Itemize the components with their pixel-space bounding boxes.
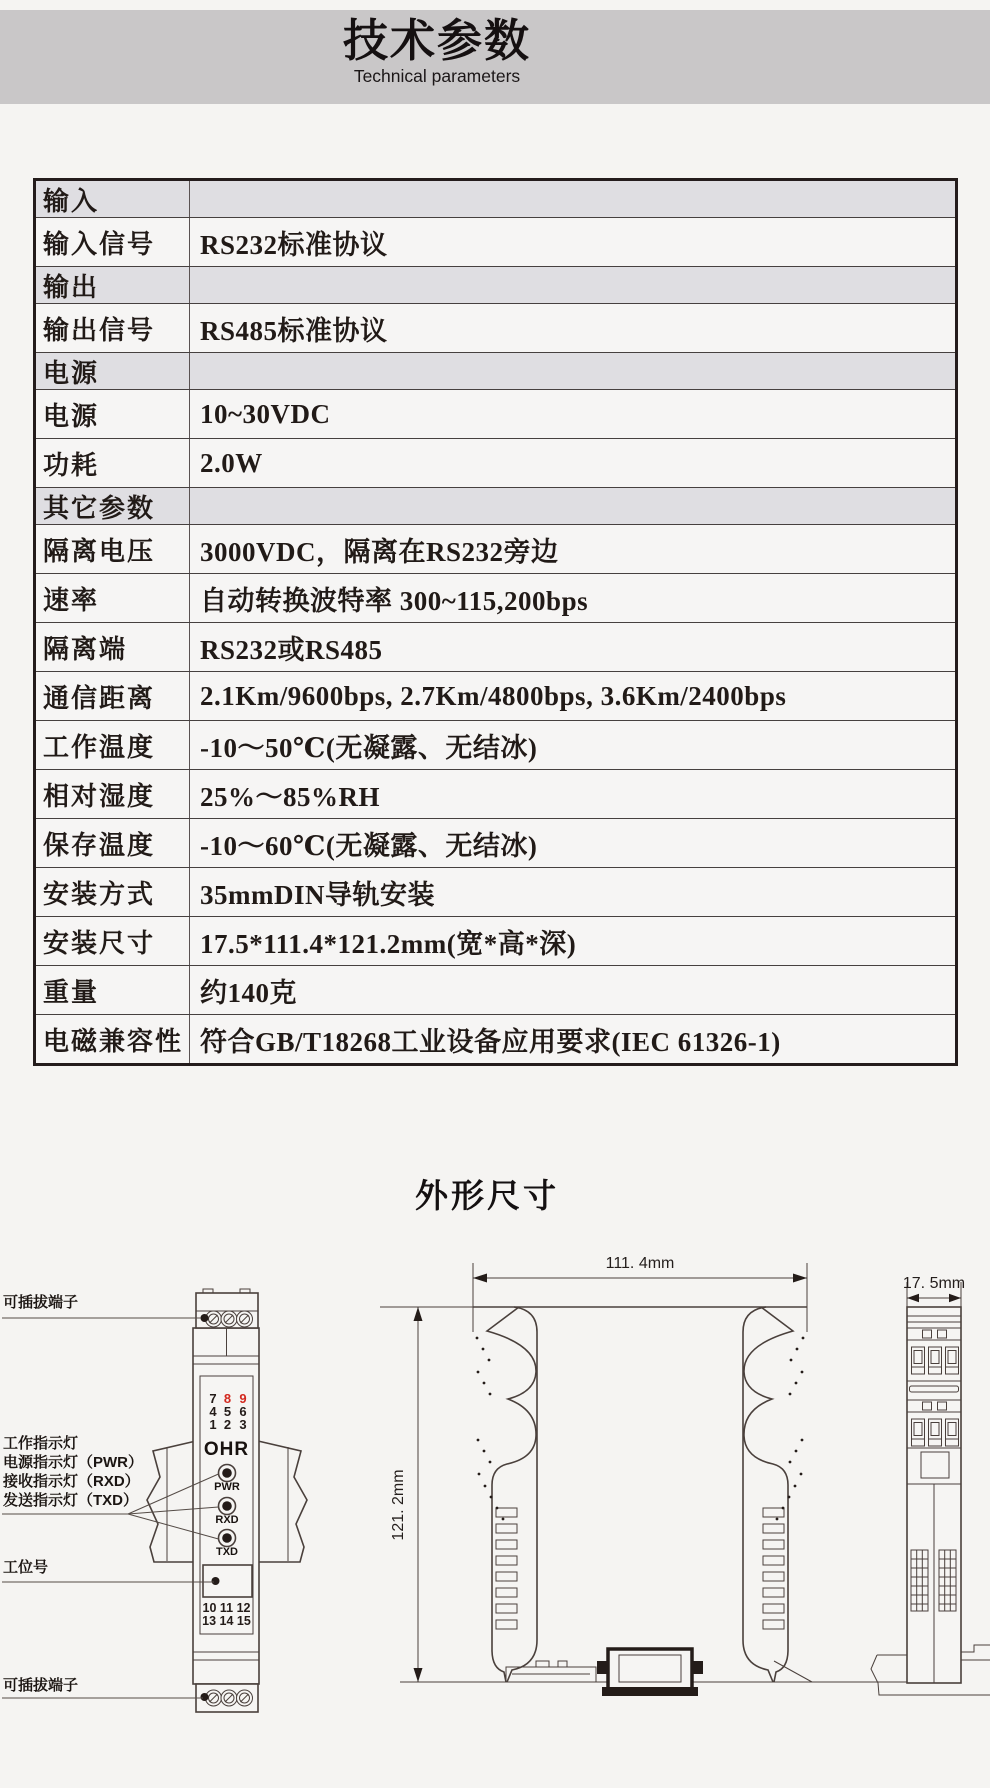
spec-label: 输出	[36, 267, 190, 303]
spec-value: RS232或RS485	[200, 634, 383, 665]
spec-label: 其它参数	[36, 488, 190, 524]
side-vent-slots-right	[763, 1508, 784, 1629]
front-view-drawing	[2, 1289, 307, 1712]
dimension-drawings	[0, 1240, 990, 1788]
spec-value	[190, 267, 955, 303]
spec-section-row	[36, 352, 955, 389]
terminal-digit: 4	[209, 1404, 217, 1419]
spec-section-row	[36, 181, 955, 217]
spec-section-row	[36, 266, 955, 303]
spec-label: 工作温度	[36, 721, 190, 769]
spec-label: 相对湿度	[36, 770, 190, 818]
spec-label: 电源	[36, 390, 190, 438]
specs-table	[33, 178, 958, 1066]
terminal-block-top	[201, 1311, 253, 1327]
spec-label: 安装方式	[36, 868, 190, 916]
width-dim-text: 111. 4mm	[605, 1255, 675, 1272]
spec-value: 自动转换波特率 300~115,200bps	[200, 585, 589, 616]
spec-row	[36, 769, 955, 818]
spec-value	[190, 488, 955, 524]
spec-row	[36, 965, 955, 1014]
spec-row	[36, 217, 955, 266]
spec-label: 隔离端	[36, 623, 190, 671]
terminal-digit-row: 13 14 15	[202, 1614, 251, 1628]
spec-value: 25%～85%RH	[200, 781, 380, 812]
terminal-digit: 2	[223, 1417, 232, 1432]
spec-value: 17.5*111.4*121.2mm(宽*高*深)	[200, 928, 577, 959]
spec-row	[36, 867, 955, 916]
led-label: TXD	[216, 1546, 238, 1558]
din-rail-left-stub	[147, 1441, 196, 1562]
spec-label: 重量	[36, 966, 190, 1014]
spec-label: 功耗	[36, 439, 190, 487]
spec-value: 约140克	[200, 977, 297, 1008]
terminal-digit: 3	[239, 1417, 247, 1432]
terminal-digit: 6	[239, 1404, 247, 1419]
spec-label: 保存温度	[36, 819, 190, 867]
spec-value: RS232标准协议	[200, 229, 388, 260]
spec-value: 3000VDC，隔离在RS232旁边	[200, 536, 559, 567]
spec-row	[36, 818, 955, 867]
height-dim-text: 121. 2mm	[390, 1469, 407, 1541]
terminal-numbers-bottom	[202, 1601, 251, 1628]
spec-value: 35mmDIN导轨安装	[200, 879, 435, 910]
spec-value: 符合GB/T18268工业设备应用要求(IEC 61326-1)	[200, 1026, 781, 1057]
outline-section-title: 外形尺寸	[415, 1177, 559, 1214]
width-dimension	[473, 1255, 807, 1332]
spec-row	[36, 303, 955, 352]
spec-row	[36, 1014, 955, 1063]
height-dimension	[380, 1307, 948, 1682]
header-band	[0, 10, 990, 104]
terminal-digit: 5	[223, 1404, 232, 1419]
station-number-window	[203, 1565, 252, 1597]
plug-terminal-bottom-label: 可插拔端子	[3, 1677, 79, 1694]
spec-row	[36, 389, 955, 438]
spec-value: 2.0W	[200, 447, 263, 478]
spec-label: 安装尺寸	[36, 917, 190, 965]
spec-row	[36, 916, 955, 965]
plug-terminal-top-label: 可插拔端子	[3, 1294, 79, 1311]
spec-row	[36, 622, 955, 671]
led-label: PWR	[214, 1481, 240, 1493]
spec-value: 10~30VDC	[200, 398, 331, 429]
power-indicator-label: 电源指示灯（PWR）	[3, 1454, 143, 1471]
spec-section-row	[36, 487, 955, 524]
terminal-digit: 7	[209, 1391, 217, 1406]
spec-row	[36, 671, 955, 720]
din-rail-clip	[506, 1649, 703, 1696]
spec-row	[36, 438, 955, 487]
end-view-module	[907, 1307, 961, 1683]
din-rail-right-stub	[258, 1441, 307, 1562]
station-number-label: 工位号	[3, 1559, 49, 1576]
spec-value	[190, 353, 955, 389]
spec-label: 输出信号	[36, 304, 190, 352]
spec-value: -10～50℃(无凝露、无结冰)	[200, 732, 538, 763]
side-profile-outline	[473, 1307, 948, 1682]
header-band-inner	[0, 10, 874, 87]
terminal-digit-row: 10 11 12	[202, 1601, 251, 1615]
end-view-drawing	[871, 1275, 990, 1695]
depth-dim-text: 17. 5mm	[902, 1275, 966, 1292]
side-dotted-hatch	[476, 1337, 805, 1521]
transmit-indicator-label: 发送指示灯（TXD）	[3, 1492, 139, 1509]
terminal-digit: 8	[223, 1391, 232, 1406]
spec-row	[36, 573, 955, 622]
spec-label: 隔离电压	[36, 525, 190, 573]
spec-row	[36, 720, 955, 769]
spec-label: 输入信号	[36, 218, 190, 266]
spec-value: 2.1Km/9600bps, 2.7Km/4800bps, 3.6Km/2400bps	[200, 680, 787, 711]
spec-value: RS485标准协议	[200, 315, 388, 346]
front-view-callouts	[2, 1293, 219, 1698]
spec-label: 速率	[36, 574, 190, 622]
brand-logo: OHR	[203, 1439, 250, 1460]
terminal-digit: 9	[239, 1391, 247, 1406]
terminal-numbers-top	[209, 1391, 246, 1432]
spec-label: 电源	[36, 353, 190, 389]
spec-row	[36, 524, 955, 573]
receive-indicator-label: 接收指示灯（RXD）	[3, 1473, 140, 1490]
spec-label: 通信距离	[36, 672, 190, 720]
spec-value	[190, 181, 955, 217]
spec-label: 输入	[36, 181, 190, 217]
spec-label: 电磁兼容性	[36, 1015, 190, 1063]
terminal-digit: 1	[209, 1417, 217, 1432]
side-vent-slots-left	[496, 1508, 517, 1629]
side-view-drawing	[380, 1255, 948, 1696]
page-subtitle: Technical parameters	[353, 65, 521, 86]
page-title: 技术参数	[342, 15, 531, 66]
spec-value: -10～60℃(无凝露、无结冰)	[200, 830, 538, 861]
work-indicator-label: 工作指示灯	[3, 1435, 79, 1452]
led-label: RXD	[215, 1514, 239, 1526]
terminal-block-bottom	[201, 1690, 253, 1706]
